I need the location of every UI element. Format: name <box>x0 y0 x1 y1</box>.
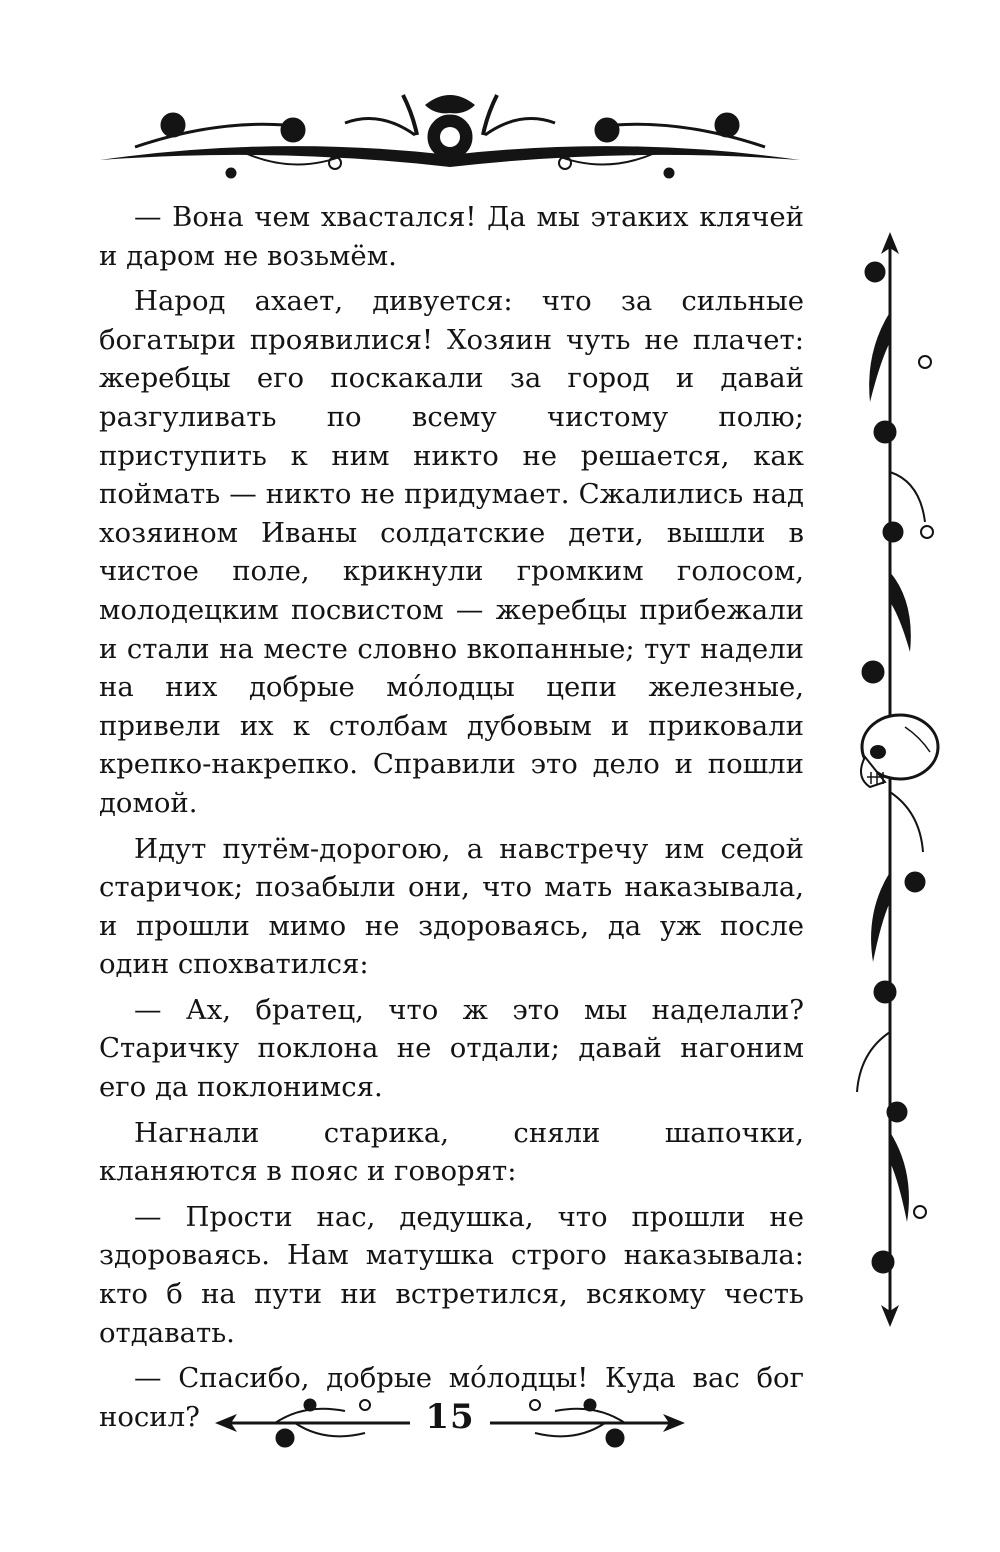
page-number: 15 <box>425 1397 475 1437</box>
right-arrow-vine-icon <box>490 1393 685 1453</box>
paragraph-5: Нагнали старика, сняли шапочки, кланяются в пояс и говорят: <box>99 1116 804 1188</box>
paragraph-6: — Прости нас, дедушка, что прошли не здороваясь. Нам матушка строго наказывала: кто б на пути ни встретился, всякому честь отдавать. <box>99 1200 804 1349</box>
paragraph-7: — Спасибо, добрые мо́лодцы! Куда вас бог носил? <box>99 1362 804 1433</box>
thistle-vine-skull-border-icon <box>845 232 945 1327</box>
paragraph-3: Идут путём-дорогою, а навстречу им седой старичок; позабыли они, что мать наказывала, и прошли мимо не здороваясь, да уж после один спохватился: <box>99 832 804 981</box>
skull-icon <box>861 715 938 787</box>
paragraph-4: — Ах, братец, что ж это мы наделали? Старичку поклона не отдали; давай нагоним его да поклонимся. <box>99 993 804 1104</box>
body-text <box>99 198 804 1443</box>
paragraph-2: Народ ахает, дивуется: что за сильные богатыри проявилися! Хозяин чуть не плачет: жеребцы его поскакали за город и давай разгуливать по всему чистому полю; приступить к ним никто не решается, как поймать — никто не придумает. Сжалились над хозяином Иваны солдатские дети, вышли в чистое поле, крикнули громким голосом, молодецким посвистом — жеребцы прибежали и стали на месте словно вкопанные; тут надели на них добрые мо́лодцы цепи железные, привели их к столбам дубовым и приковали крепко-накрепко. Справили это дело и пошли домой. <box>99 285 804 819</box>
page-footer <box>215 1385 685 1455</box>
paragraph-1: — Вона чем хвастался! Да мы этаких клячей и даром не возьмём. <box>99 201 804 272</box>
thistle-ornament-header-icon <box>95 85 805 195</box>
